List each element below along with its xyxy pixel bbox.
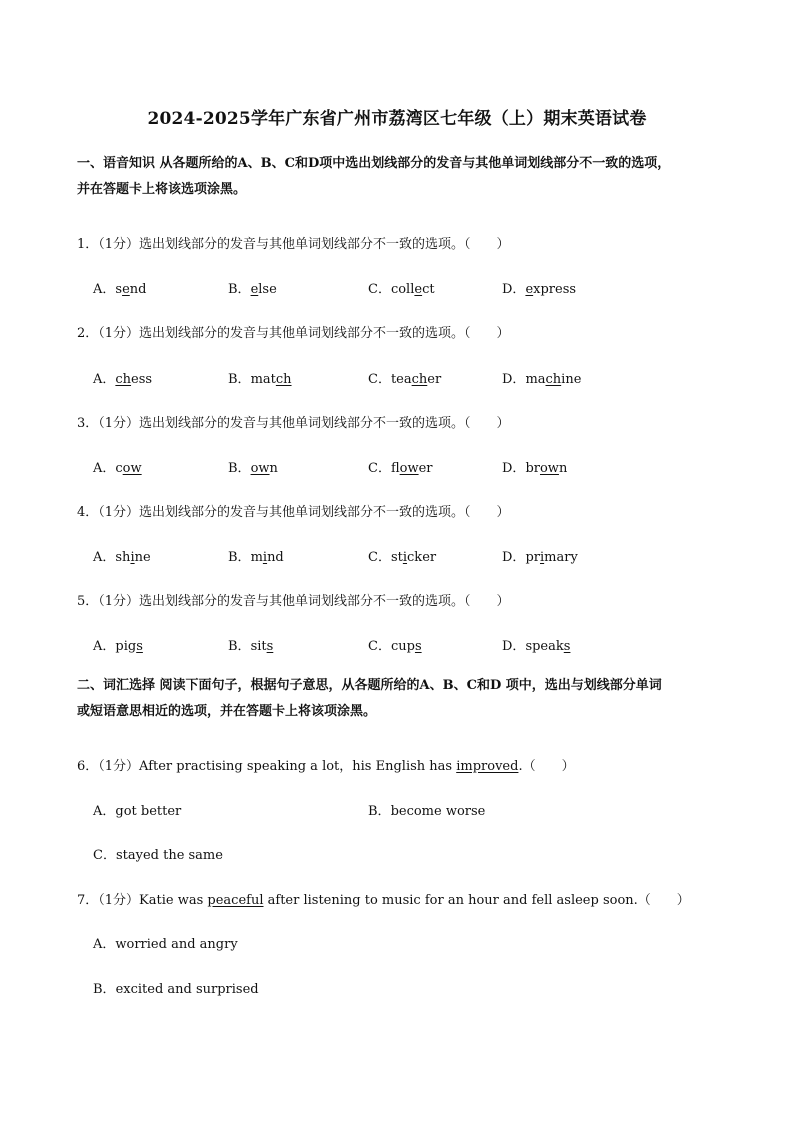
option-text: fl (390, 461, 400, 476)
question-2-option-b[interactable] (228, 368, 292, 387)
option-text: pr (525, 550, 540, 565)
option-text: cker (407, 550, 437, 565)
option-label: B． (228, 550, 251, 565)
underlined-part: i (539, 550, 545, 565)
option-label: C． (368, 372, 391, 387)
question-5-option-d[interactable] (502, 635, 570, 654)
question-5-option-c[interactable] (368, 635, 422, 654)
option-label: A． (93, 937, 116, 952)
question-6-stem (77, 755, 575, 774)
option-text: n (269, 461, 278, 476)
option-text: pig (115, 639, 137, 654)
underlined-part: s (563, 639, 571, 654)
option-label: D． (502, 461, 526, 476)
option-text: got better (115, 804, 182, 819)
question-3-stem: 3．（1分）选出划线部分的发音与其他单词划线部分不一致的选项。（ ） (77, 416, 510, 431)
section-2-heading (77, 673, 737, 725)
option-text: er (418, 461, 433, 476)
option-text: xpress (533, 282, 577, 297)
question-1-option-a[interactable] (93, 278, 146, 297)
option-text: worried and angry (115, 937, 238, 952)
question-6-option-b[interactable] (368, 800, 485, 819)
option-label: A． (93, 461, 116, 476)
option-text: sh (115, 550, 131, 565)
question-1-option-b[interactable] (228, 278, 277, 297)
option-label: B． (368, 804, 391, 819)
option-text: mat (250, 372, 276, 387)
question-2-option-d[interactable] (502, 368, 581, 387)
option-text: ine (561, 372, 582, 387)
option-label: D． (502, 550, 526, 565)
section-2-line-2: 或短语意思相近的选项，并在答题卡上将该项涂黑。 (77, 704, 377, 719)
section-1-line-1: 一、语音知识 从各题所给的A、B、C和D项中选出划线部分的发音与其他单词划线部分不一致的选项， (77, 156, 671, 171)
question-3-option-b[interactable] (228, 457, 278, 476)
underlined-part: e (250, 282, 259, 297)
question-2-stem: 2．（1分）选出划线部分的发音与其他单词划线部分不一致的选项。（ ） (77, 326, 510, 341)
option-text: nd (267, 550, 284, 565)
option-text: coll (390, 282, 415, 297)
underlined-part: e (122, 282, 130, 297)
option-text: n (558, 461, 568, 476)
option-text: excited and surprised (115, 982, 259, 997)
option-label: C． (368, 461, 391, 476)
question-1-stem: 1．（1分）选出划线部分的发音与其他单词划线部分不一致的选项。（ ） (77, 237, 510, 252)
question-4-option-d[interactable] (502, 546, 578, 565)
underlined-word: peaceful (207, 893, 264, 908)
underlined-part: ch (115, 372, 132, 387)
stem-text: 6．（1分）After practising speaking a lot，his English has (77, 759, 457, 774)
underlined-part: ch (411, 372, 428, 387)
option-text: nd (129, 282, 147, 297)
option-label: D． (502, 282, 526, 297)
question-4-stem: 4．（1分）选出划线部分的发音与其他单词划线部分不一致的选项。（ ） (77, 505, 510, 520)
option-text: c (115, 461, 123, 476)
underlined-part: i (262, 550, 268, 565)
section-1-heading (77, 151, 737, 203)
stem-text: .（ ） (518, 759, 575, 774)
option-text: s (115, 282, 123, 297)
option-label: A． (93, 372, 116, 387)
underlined-part: s (136, 639, 143, 654)
stem-text: 7．（1分）Katie was (77, 893, 208, 908)
underlined-part: ch (275, 372, 292, 387)
underlined-part: i (402, 550, 408, 565)
question-4-option-c[interactable] (368, 546, 436, 565)
option-text: ct (422, 282, 435, 297)
underlined-part: e (525, 282, 534, 297)
underlined-part: e (414, 282, 423, 297)
option-label: D． (502, 639, 526, 654)
option-label: A． (93, 639, 116, 654)
question-6-option-a[interactable] (93, 800, 181, 819)
option-text: br (525, 461, 540, 476)
underlined-part: ch (545, 372, 562, 387)
underlined-word: improved (456, 759, 519, 774)
stem-text: after listening to music for an hour and fell asleep soon.（ ） (263, 893, 690, 908)
underlined-part: ow (250, 461, 270, 476)
option-label: A． (93, 282, 116, 297)
option-label: C． (368, 639, 391, 654)
underlined-part: ow (539, 461, 559, 476)
option-label: C． (93, 848, 116, 863)
question-3-option-c[interactable] (368, 457, 433, 476)
option-text: ne (134, 550, 151, 565)
option-text: st (390, 550, 403, 565)
option-text: ma (525, 372, 546, 387)
question-6-option-c[interactable] (93, 844, 223, 863)
option-label: B． (93, 982, 116, 997)
option-text: sit (250, 639, 267, 654)
option-label: B． (228, 282, 251, 297)
option-label: C． (368, 550, 391, 565)
question-1-option-c[interactable] (368, 278, 435, 297)
option-text: mary (544, 550, 578, 565)
underlined-part: ow (399, 461, 419, 476)
question-5-stem: 5．（1分）选出划线部分的发音与其他单词划线部分不一致的选项。（ ） (77, 594, 510, 609)
option-text: lse (258, 282, 277, 297)
section-2-line-1: 二、词汇选择 阅读下面句子，根据句子意思，从各题所给的A、B、C和D 项中，选出与划线部分单词 (77, 678, 662, 693)
option-label: A． (93, 550, 116, 565)
question-3-option-a[interactable] (93, 457, 142, 476)
option-text: tea (390, 372, 412, 387)
option-text: er (427, 372, 442, 387)
question-7-option-a[interactable] (93, 933, 238, 952)
question-7-option-b[interactable] (93, 978, 259, 997)
option-label: A． (93, 804, 116, 819)
underlined-part: s (414, 639, 422, 654)
option-label: B． (228, 639, 251, 654)
underlined-part: i (130, 550, 135, 565)
page-title: 2024-2025学年广东省广州市荔湾区七年级（上）期末英语试卷 (147, 109, 647, 129)
option-label: B． (228, 372, 251, 387)
question-5-option-b[interactable] (228, 635, 273, 654)
question-3-option-d[interactable] (502, 457, 567, 476)
option-label: C． (368, 282, 391, 297)
question-7-stem (77, 889, 690, 908)
option-label: B． (228, 461, 251, 476)
question-4-option-a[interactable] (93, 546, 151, 565)
question-2-option-a[interactable] (93, 368, 152, 387)
question-1-option-d[interactable] (502, 278, 576, 297)
question-2-option-c[interactable] (368, 368, 441, 387)
option-text: ess (131, 372, 153, 387)
option-text: speak (525, 639, 564, 654)
question-4-option-b[interactable] (228, 546, 284, 565)
section-1-line-2: 并在答题卡上将该选项涂黑。 (77, 182, 247, 197)
option-label: D． (502, 372, 526, 387)
option-text: become worse (390, 804, 486, 819)
underlined-part: ow (122, 461, 142, 476)
underlined-part: s (266, 639, 274, 654)
option-text: m (250, 550, 263, 565)
option-text: stayed the same (115, 848, 223, 863)
question-5-option-a[interactable] (93, 635, 143, 654)
option-text: cup (390, 639, 415, 654)
